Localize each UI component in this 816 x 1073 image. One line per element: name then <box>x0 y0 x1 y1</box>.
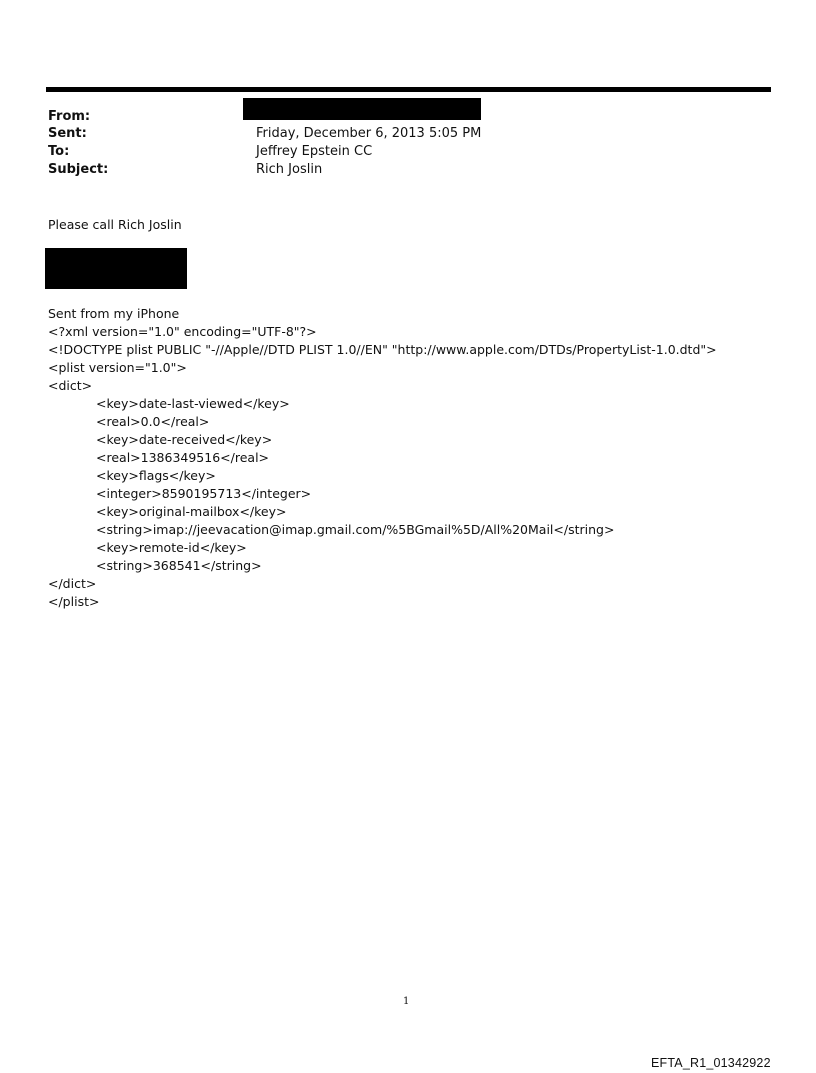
plist-line: <string>imap://jeevacation@imap.gmail.com/%5BGmail%5D/All%20Mail</string> <box>96 522 615 537</box>
plist-line: <real>0.0</real> <box>96 414 210 429</box>
plist-line: <integer>8590195713</integer> <box>96 486 312 501</box>
from-redaction <box>243 98 481 120</box>
plist-line: <key>original-mailbox</key> <box>96 504 287 519</box>
body-redaction <box>45 248 187 289</box>
plist-line: <string>368541</string> <box>96 558 262 573</box>
to-label: To: <box>48 144 70 159</box>
sent-label: Sent: <box>48 126 87 141</box>
plist-line: </dict> <box>48 576 97 591</box>
from-label: From: <box>48 109 91 124</box>
to-value: Jeffrey Epstein CC <box>256 144 373 159</box>
plist-line: <?xml version="1.0" encoding="UTF-8"?> <box>48 324 317 339</box>
document-id: EFTA_R1_01342922 <box>651 1056 771 1070</box>
plist-line: <!DOCTYPE plist PUBLIC "-//Apple//DTD PLIST 1.0//EN" "http://www.apple.com/DTDs/PropertyList-1.0.dtd"> <box>48 342 717 357</box>
plist-line: <key>date-received</key> <box>96 432 273 447</box>
plist-line: <key>flags</key> <box>96 468 216 483</box>
message-text: Please call Rich Joslin <box>48 217 182 232</box>
plist-line: <key>remote-id</key> <box>96 540 247 555</box>
header-rule <box>46 87 771 92</box>
plist-line: <dict> <box>48 378 93 393</box>
subject-value: Rich Joslin <box>256 162 323 177</box>
plist-line: <key>date-last-viewed</key> <box>96 396 290 411</box>
plist-line: <real>1386349516</real> <box>96 450 270 465</box>
plist-line: </plist> <box>48 594 100 609</box>
plist-line: <plist version="1.0"> <box>48 360 187 375</box>
subject-label: Subject: <box>48 162 109 177</box>
signature-text: Sent from my iPhone <box>48 306 180 321</box>
sent-value: Friday, December 6, 2013 5:05 PM <box>256 126 482 141</box>
page-number: 1 <box>403 996 410 1007</box>
